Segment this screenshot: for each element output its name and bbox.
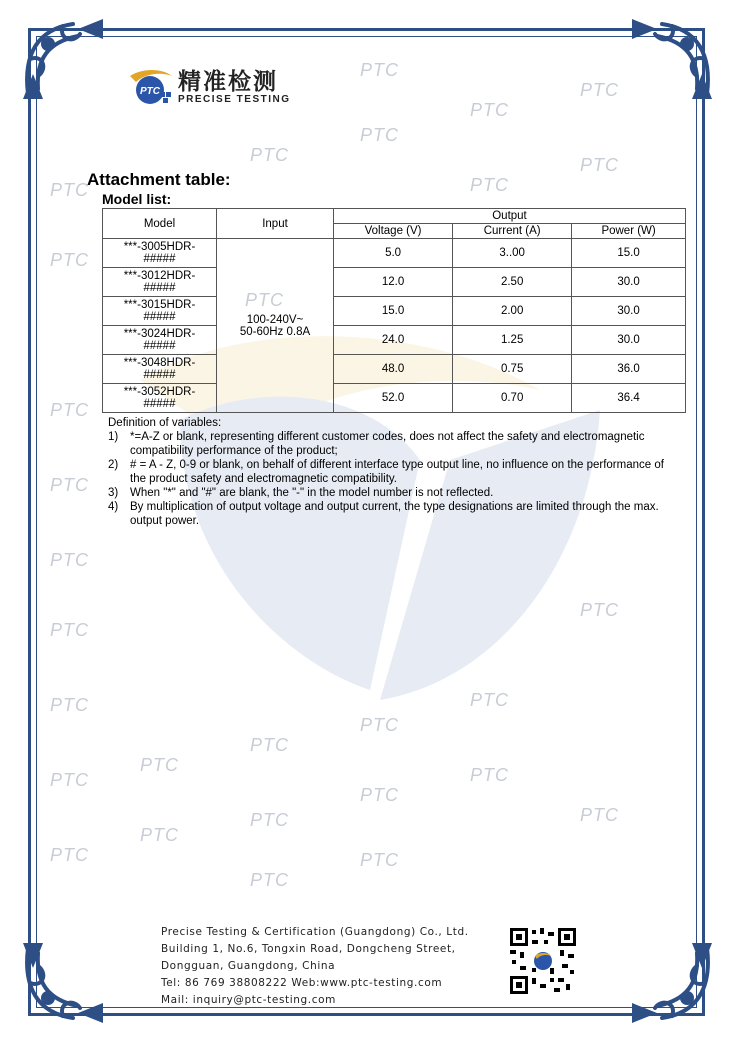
definitions-section bbox=[108, 416, 668, 528]
watermark-text: PTC bbox=[470, 765, 509, 785]
watermark-text: PTC bbox=[360, 125, 399, 145]
watermark-text: PTC bbox=[250, 735, 289, 755]
watermark-text: PTC bbox=[140, 755, 179, 775]
model-cell: ***-3012HDR- ##### bbox=[103, 268, 217, 297]
watermark-text: PTC bbox=[50, 180, 89, 200]
watermark-text: PTC bbox=[50, 550, 89, 570]
input-cell: 100-240V~ 50-60Hz 0.8A bbox=[217, 239, 334, 413]
logo-english-name: PRECISE TESTING bbox=[178, 93, 291, 105]
table-row bbox=[103, 268, 686, 297]
watermark-text: PTC bbox=[580, 805, 619, 825]
power-cell: 36.0 bbox=[572, 355, 686, 384]
watermark-text: PTC bbox=[580, 600, 619, 620]
company-logo bbox=[128, 66, 291, 106]
definition-item: 4) By multiplication of output voltage and output current, the type designations are limited through the max. output power. bbox=[108, 501, 659, 527]
watermark-text: PTC bbox=[50, 475, 89, 495]
definition-item: 1) *=A-Z or blank, representing different customer codes, does not affect the safety and electromagnetic compatibility performance of the product; bbox=[108, 431, 645, 457]
watermark-text: PTC bbox=[470, 175, 509, 195]
corner-ornament-icon bbox=[18, 938, 108, 1028]
current-cell: 0.70 bbox=[453, 384, 572, 413]
definitions-title: Definition of variables: bbox=[108, 417, 222, 429]
watermark-text: PTC bbox=[470, 100, 509, 120]
footer-city: Dongguan, Guangdong, China bbox=[161, 960, 336, 972]
model-cell: ***-3005HDR- ##### bbox=[103, 239, 217, 268]
watermark-text: PTC bbox=[250, 870, 289, 890]
voltage-cell: 15.0 bbox=[334, 297, 453, 326]
corner-ornament-icon bbox=[627, 14, 717, 104]
logo-chinese-name: 精准检测 bbox=[178, 67, 278, 94]
table-row bbox=[103, 355, 686, 384]
watermark-text: PTC bbox=[360, 715, 399, 735]
section-title: Model list: bbox=[102, 191, 172, 207]
footer-address: Building 1, No.6, Tongxin Road, Dongcheng Street, bbox=[161, 943, 456, 955]
voltage-cell: 24.0 bbox=[334, 326, 453, 355]
watermark-text: PTC bbox=[50, 695, 89, 715]
qr-code-icon bbox=[510, 928, 576, 994]
header-current: Current (A) bbox=[453, 224, 572, 239]
voltage-cell: 48.0 bbox=[334, 355, 453, 384]
watermark-text: PTC bbox=[250, 145, 289, 165]
current-cell: 0.75 bbox=[453, 355, 572, 384]
footer-mail: Mail: inquiry@ptc-testing.com bbox=[161, 994, 336, 1006]
header-input: Input bbox=[217, 209, 334, 239]
header-output: Output bbox=[334, 209, 686, 224]
model-cell: ***-3048HDR- ##### bbox=[103, 355, 217, 384]
header-voltage: Voltage (V) bbox=[334, 224, 453, 239]
table-row bbox=[103, 239, 686, 268]
current-cell: 3..00 bbox=[453, 239, 572, 268]
voltage-cell: 12.0 bbox=[334, 268, 453, 297]
header-model: Model bbox=[103, 209, 217, 239]
watermark-text: PTC bbox=[50, 770, 89, 790]
table-row bbox=[103, 384, 686, 413]
power-cell: 30.0 bbox=[572, 297, 686, 326]
watermark-text: PTC bbox=[50, 620, 89, 640]
watermark-text: PTC bbox=[245, 290, 284, 310]
watermark-text: PTC bbox=[360, 785, 399, 805]
model-cell: ***-3052HDR- ##### bbox=[103, 384, 217, 413]
company-footer bbox=[161, 924, 469, 1009]
voltage-cell: 52.0 bbox=[334, 384, 453, 413]
table-row bbox=[103, 297, 686, 326]
watermark-text: PTC bbox=[50, 250, 89, 270]
power-cell: 30.0 bbox=[572, 326, 686, 355]
power-cell: 36.4 bbox=[572, 384, 686, 413]
watermark-text: PTC bbox=[360, 60, 399, 80]
watermark-text: PTC bbox=[360, 850, 399, 870]
watermark-text: PTC bbox=[580, 80, 619, 100]
ptc-logo-icon bbox=[128, 66, 174, 106]
model-cell: ***-3024HDR- ##### bbox=[103, 326, 217, 355]
model-list-table bbox=[102, 208, 686, 413]
model-cell: ***-3015HDR- ##### bbox=[103, 297, 217, 326]
power-cell: 30.0 bbox=[572, 268, 686, 297]
page-title: Attachment table: bbox=[87, 170, 231, 189]
footer-company: Precise Testing & Certification (Guangdong) Co., Ltd. bbox=[161, 926, 469, 938]
voltage-cell: 5.0 bbox=[334, 239, 453, 268]
power-cell: 15.0 bbox=[572, 239, 686, 268]
watermark-text: PTC bbox=[470, 690, 509, 710]
watermark-text: PTC bbox=[580, 155, 619, 175]
current-cell: 1.25 bbox=[453, 326, 572, 355]
watermark-text: PTC bbox=[140, 825, 179, 845]
watermark-text: PTC bbox=[50, 400, 89, 420]
svg-text:PTC: PTC bbox=[140, 86, 160, 97]
table-row bbox=[103, 326, 686, 355]
corner-ornament-icon bbox=[18, 14, 108, 104]
current-cell: 2.50 bbox=[453, 268, 572, 297]
definition-item: 2) # = A - Z, 0-9 or blank, on behalf of different interface type output line, no influence on the performance of the product safety and electromagnetic compatibility. bbox=[108, 459, 664, 485]
watermark-text: PTC bbox=[50, 845, 89, 865]
header-power: Power (W) bbox=[572, 224, 686, 239]
watermark-text: PTC bbox=[250, 810, 289, 830]
footer-contact: Tel: 86 769 38808222 Web:www.ptc-testing.com bbox=[161, 977, 443, 989]
current-cell: 2.00 bbox=[453, 297, 572, 326]
corner-ornament-icon bbox=[627, 938, 717, 1028]
definition-item: 3) When "*" and "#" are blank, the "-" in the model number is not reflected. bbox=[108, 487, 494, 499]
